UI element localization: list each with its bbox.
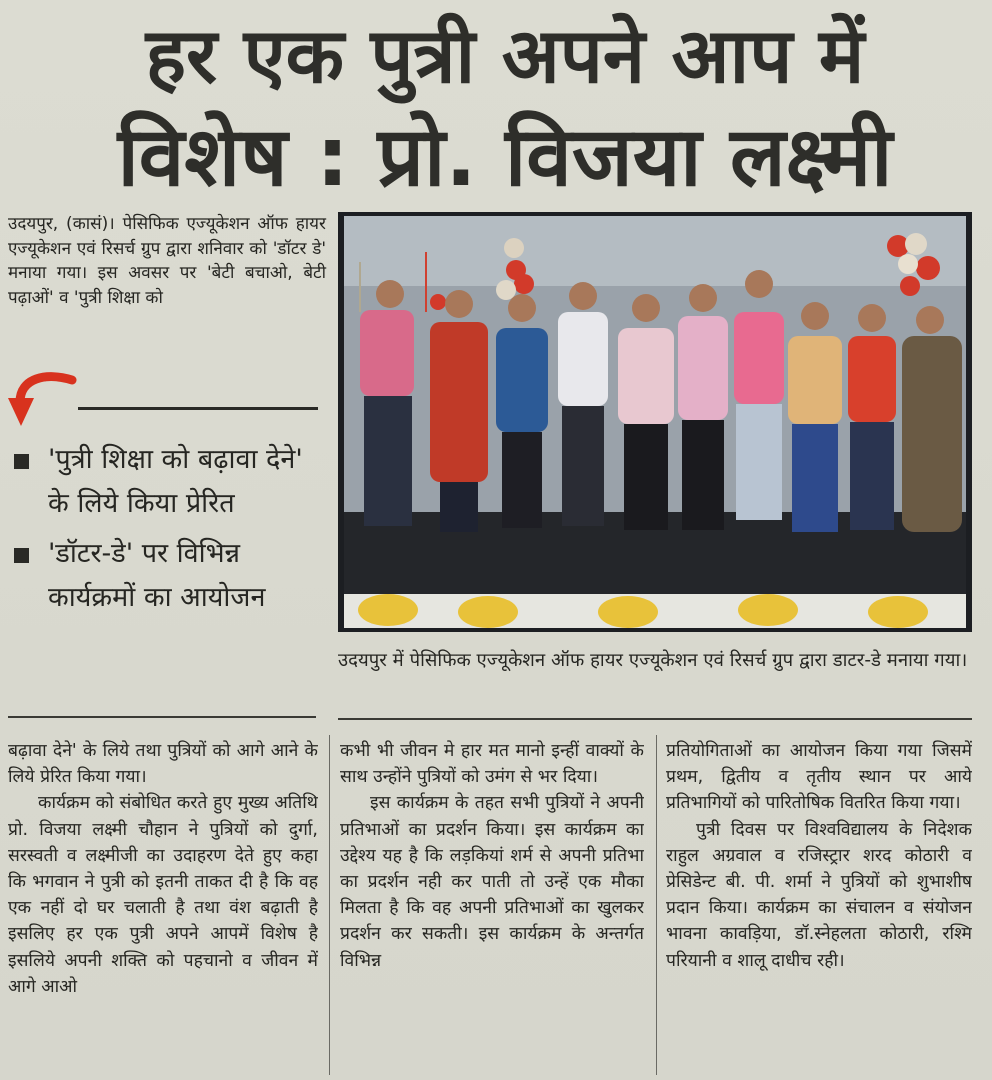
headline-line-1: हर एक पुत्री अपने आप में bbox=[145, 11, 865, 100]
photo-caption: उदयपुर में पेसिफिक एज्यूकेशन ऑफ हायर एज्यूकेशन एवं रिसर्च ग्रुप द्वारा डाटर-डे मनाया गया। bbox=[338, 650, 968, 671]
article-column-1 bbox=[8, 738, 318, 1000]
intro-paragraph: उदयपुर, (कासं)। पेसिफिक एज्यूकेशन ऑफ हायर एज्यूकेशन एवं रिसर्च ग्रुप द्वारा शनिवार को 'डॉटर डे' मनाया गया। इस अवसर पर 'बेटी बचाओ, बेटी पढ़ाओं' व 'पुत्री शिक्षा को bbox=[8, 214, 326, 308]
person-9 bbox=[848, 304, 896, 530]
person-3 bbox=[496, 294, 548, 528]
article-paragraph: कभी भी जीवन मे हार मत मानो इन्हीं वाक्यों के साथ उन्होंने पुत्रियों को उमंग से भर दिया। bbox=[340, 741, 644, 788]
highlight-rule bbox=[78, 407, 318, 410]
person-4 bbox=[558, 282, 608, 526]
person-1 bbox=[360, 280, 414, 526]
article-paragraph: इस कार्यक्रम के तहत सभी पुत्रियों ने अपनी प्रतिभाओं का प्रदर्शन किया। इस कार्यक्रम का उद्देश्य यह है कि लड़कियां शर्म से अपनी प्रतिभा का प्रदर्शन नही कर पाती तो उन्हें एक मौका मिलता है कि वह अपनी प्रतिभाओं का खुलकर प्रदर्शन कर सकती। इस कार्यक्रम के अन्तर्गत विभिन्न bbox=[340, 793, 644, 971]
article-paragraph: बढ़ावा देने' के लिये तथा पुत्रियों को आगे आने के लिये प्रेरित किया गया। bbox=[8, 741, 318, 788]
bullet-square-icon bbox=[14, 454, 29, 469]
highlight-item bbox=[8, 438, 328, 526]
article-paragraph: प्रतियोगिताओं का आयोजन किया गया जिसमें प्रथम, द्वितीय व तृतीय स्थान पर आये प्रतिभागियों को पारितोषिक वितरित किया गया। bbox=[666, 741, 972, 814]
highlight-item bbox=[8, 532, 328, 620]
highlights-list bbox=[8, 438, 328, 626]
highlight-text: 'पुत्री शिक्षा को बढ़ावा देने' के लिये किया प्रेरित bbox=[48, 444, 303, 519]
article-column-2 bbox=[340, 738, 644, 974]
bullet-square-icon bbox=[14, 548, 29, 563]
article-paragraph: कार्यक्रम को संबोधित करते हुए मुख्य अतिथि प्रो. विजया लक्ष्मी चौहान ने पुत्रियों को दुर्गा, सरस्वती व लक्ष्मीजी का उदाहरण देते हुए कहा कि भगवान ने पुत्री को इतनी ताकत दी है कि वह एक नहीं दो घर चलाती है तथा वंश बढ़ाती है इसलिए हर एक पुत्री अपने आपमें विशेष है इसलिये अपनी शक्ति को पहचानो व जीवन में आगे आओ bbox=[8, 793, 318, 997]
headline-line-2: विशेष : प्रो. विजया लक्ष्मी bbox=[117, 110, 893, 205]
article-column-3 bbox=[666, 738, 972, 974]
highlight-text: 'डॉटर-डे' पर विभिन्न कार्यक्रमों का आयोजन bbox=[48, 538, 266, 613]
section-rule-left bbox=[8, 716, 316, 718]
person-5 bbox=[618, 294, 674, 530]
event-photo bbox=[338, 212, 972, 632]
person-10 bbox=[902, 306, 962, 532]
column-divider bbox=[329, 735, 330, 1075]
person-6 bbox=[678, 284, 728, 530]
section-rule-right bbox=[338, 718, 972, 720]
red-curved-arrow-icon bbox=[6, 372, 86, 432]
column-divider bbox=[656, 735, 657, 1075]
article-paragraph: पुत्री दिवस पर विश्वविद्यालय के निदेशक राहुल अग्रवाल व रजिस्ट्रार शरद कोठारी व प्रेसिडेन्ट बी. पी. शर्मा ने पुत्रियों को शुभाशीष प्रदान किया। कार्यक्रम का संचालन व संयोजन भावना कावड़िया, डॉ.स्नेहलता कोठारी, रश्मि परियानी व शालू दाधीच रही। bbox=[666, 819, 972, 971]
person-8 bbox=[788, 302, 842, 532]
